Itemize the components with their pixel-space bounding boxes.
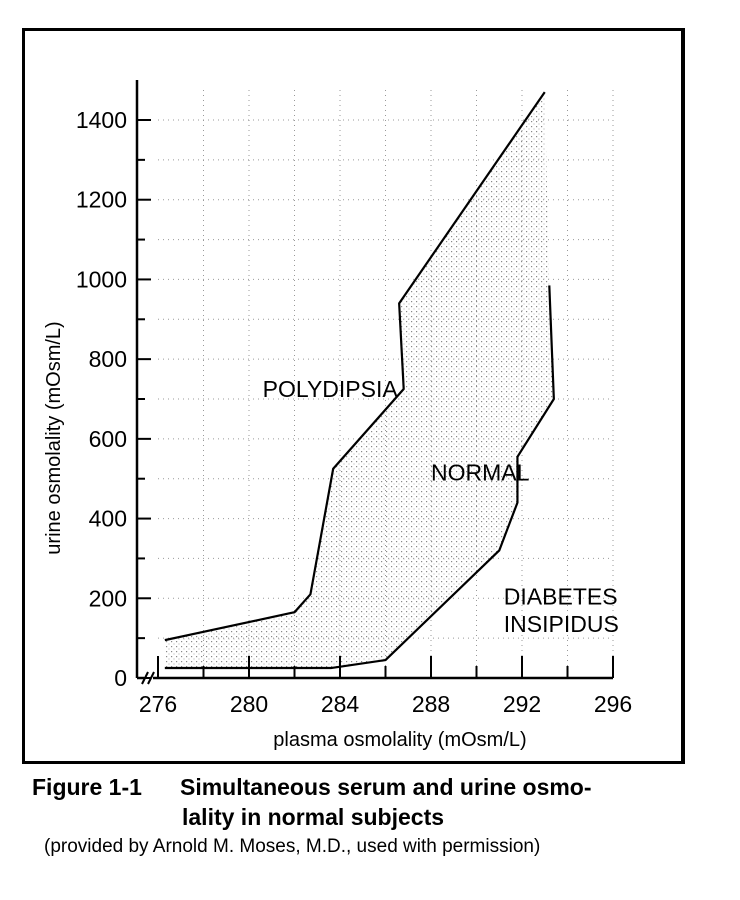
x-tick-label: 276	[138, 691, 178, 717]
x-tick-label: 296	[593, 691, 633, 717]
y-axis-label: urine osmolality (mOsm/L)	[43, 321, 65, 555]
y-tick-label: 1200	[75, 186, 127, 213]
y-tick-label: 200	[88, 585, 127, 612]
y-tick-label: 1000	[75, 266, 127, 293]
caption-title-line-2: lality in normal subjects	[182, 804, 445, 830]
x-tick-label: 284	[320, 691, 360, 717]
y-tick-label: 800	[88, 346, 127, 373]
y-tick-label: 1400	[75, 107, 127, 133]
y-tick-label: 600	[88, 425, 127, 452]
figure-credit: (provided by Arnold M. Moses, M.D., used with permission)	[44, 836, 541, 857]
figure-caption-title	[32, 774, 740, 801]
x-tick-label: 288	[411, 691, 451, 717]
region-label: DIABETES	[503, 583, 618, 610]
y-tick-label: 400	[88, 505, 127, 532]
figure-label: Figure 1-1	[32, 774, 142, 800]
x-tick-label: 280	[229, 691, 269, 717]
caption-title-line-1: Simultaneous serum and urine osmo-	[180, 774, 592, 800]
region-label: POLYDIPSIA	[262, 376, 398, 403]
region-label: INSIPIDUS	[503, 611, 619, 638]
region-label: NORMAL	[431, 459, 530, 486]
x-axis-label: plasma osmolality (mOsm/L)	[273, 729, 527, 751]
y-tick-label: 0	[114, 665, 127, 691]
x-tick-label: 292	[502, 691, 542, 717]
